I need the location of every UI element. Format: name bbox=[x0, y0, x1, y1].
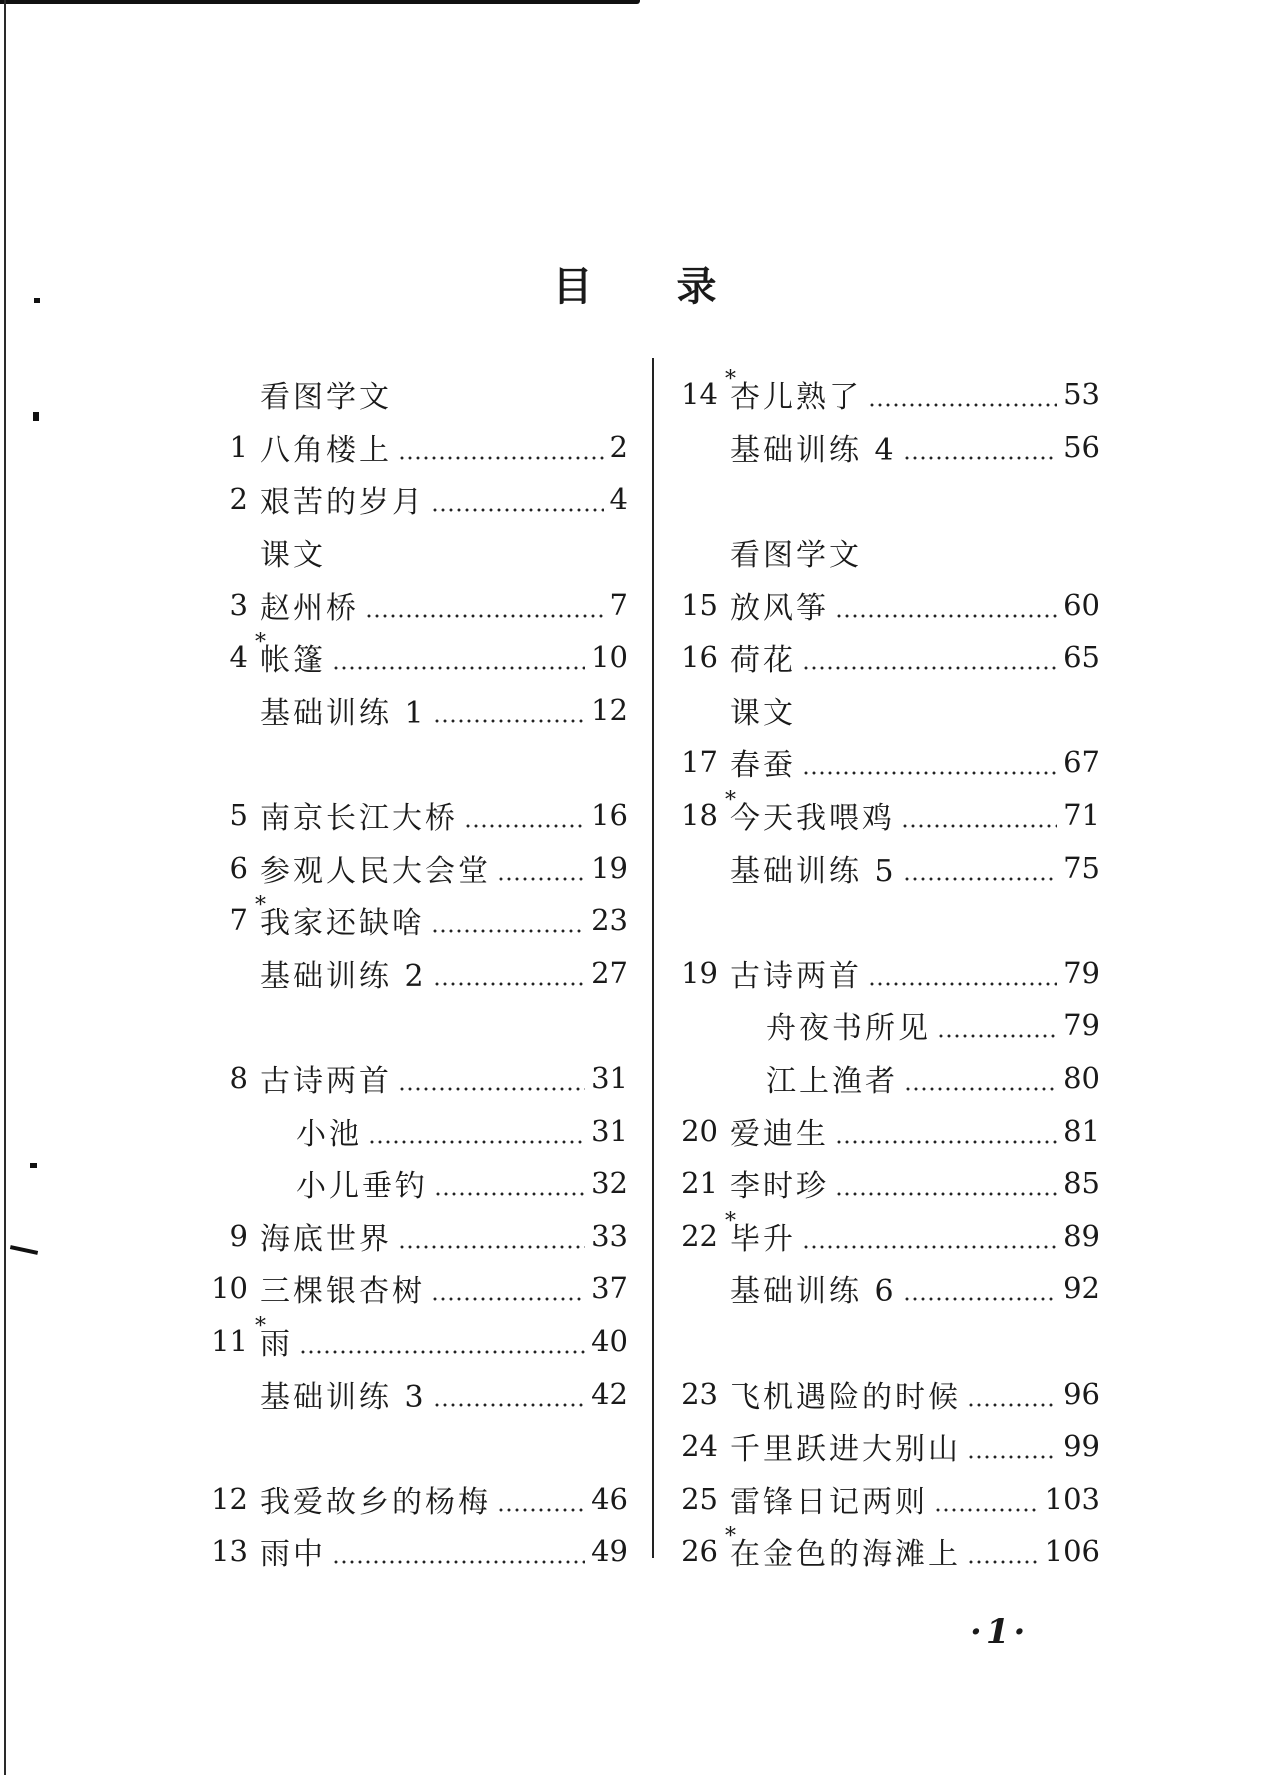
lesson-number bbox=[668, 1114, 730, 1148]
toc-entry[interactable] bbox=[668, 841, 1100, 894]
lesson-number-text: 13 bbox=[211, 1534, 248, 1569]
dot-leader bbox=[967, 1536, 1039, 1566]
entry-body bbox=[260, 1529, 628, 1573]
toc-spacer bbox=[668, 894, 1100, 947]
entry-title: 雨中 bbox=[260, 1537, 326, 1573]
entry-body bbox=[730, 951, 1100, 995]
dot-leader bbox=[835, 590, 1057, 620]
entry-title: 古诗两首 bbox=[730, 958, 862, 994]
lesson-number-text: 16 bbox=[681, 640, 718, 675]
dot-leader bbox=[398, 1221, 585, 1251]
toc-entry[interactable] bbox=[198, 789, 628, 842]
dot-leader bbox=[835, 1168, 1057, 1198]
entry-body bbox=[730, 583, 1100, 627]
dot-leader bbox=[434, 1168, 585, 1198]
entry-body bbox=[730, 425, 1100, 469]
entry-title: 我爱故乡的杨梅 bbox=[260, 1484, 491, 1520]
dot-leader bbox=[903, 432, 1057, 462]
entry-body bbox=[260, 477, 628, 521]
page-ref: 56 bbox=[1063, 429, 1100, 464]
lesson-number-text: 6 bbox=[229, 850, 248, 885]
lesson-number bbox=[668, 640, 730, 674]
lesson-number bbox=[198, 851, 260, 885]
dot-leader bbox=[868, 379, 1057, 409]
lesson-number-text: 5 bbox=[229, 798, 248, 833]
entry-body bbox=[260, 1319, 628, 1363]
dot-leader bbox=[967, 1379, 1057, 1409]
toc-entry[interactable] bbox=[198, 1367, 628, 1420]
dot-leader bbox=[497, 853, 585, 883]
toc-entry[interactable] bbox=[668, 736, 1100, 789]
entry-title: 南京长江大桥 bbox=[260, 801, 458, 837]
toc-spacer bbox=[668, 473, 1100, 526]
lesson-number-text: 8 bbox=[229, 1061, 248, 1096]
dot-leader bbox=[835, 1116, 1057, 1146]
entry-body bbox=[730, 372, 1100, 416]
toc-subentry[interactable] bbox=[198, 1104, 628, 1157]
page-ref: 89 bbox=[1063, 1218, 1100, 1253]
entry-body bbox=[730, 1266, 1100, 1310]
page-ref: 65 bbox=[1063, 640, 1100, 675]
lesson-number-text: 3 bbox=[229, 587, 248, 622]
scan-speck bbox=[33, 412, 39, 421]
dot-leader bbox=[868, 958, 1057, 988]
page-ref: 31 bbox=[591, 1061, 628, 1096]
entry-body bbox=[260, 1372, 628, 1416]
toc-entry[interactable] bbox=[198, 473, 628, 526]
entry-title: 爱迪生 bbox=[730, 1116, 829, 1152]
page-ref: 79 bbox=[1063, 1008, 1100, 1043]
optional-lesson-star: * bbox=[255, 630, 266, 656]
lesson-number bbox=[198, 893, 266, 938]
toc-spacer bbox=[198, 999, 628, 1052]
section-label: 课文 bbox=[730, 695, 796, 731]
entry-body bbox=[260, 583, 628, 627]
dot-leader bbox=[332, 642, 585, 672]
toc-entry[interactable] bbox=[668, 631, 1100, 684]
toc-entry[interactable] bbox=[198, 421, 628, 474]
entry-title: 舟夜书所见 bbox=[766, 1011, 931, 1047]
lesson-number-text: 22 bbox=[681, 1218, 718, 1253]
lesson-number-text: 25 bbox=[681, 1481, 718, 1516]
dot-leader bbox=[398, 1063, 585, 1093]
lesson-number bbox=[668, 745, 730, 779]
entry-title: 春蚕 bbox=[730, 748, 796, 784]
page-ref: 31 bbox=[591, 1113, 628, 1148]
toc-entry[interactable] bbox=[668, 1210, 1100, 1263]
section-label: 看图学文 bbox=[260, 380, 392, 416]
lesson-number-text: 20 bbox=[681, 1113, 718, 1148]
page-ref: 2 bbox=[609, 429, 628, 464]
page-ref: 106 bbox=[1044, 1534, 1100, 1569]
entry-title: 江上渔者 bbox=[766, 1064, 898, 1100]
page-ref: 75 bbox=[1063, 850, 1100, 885]
entry-body bbox=[730, 1056, 1100, 1100]
lesson-number-text: 2 bbox=[229, 482, 248, 517]
dot-leader bbox=[934, 1484, 1039, 1514]
page-ref: 37 bbox=[591, 1271, 628, 1306]
entry-title: 基础训练 6 bbox=[730, 1274, 897, 1310]
page-ref: 53 bbox=[1063, 377, 1100, 412]
entry-title: 我家还缺啥 bbox=[260, 906, 425, 942]
entry-title: 杏儿熟了 bbox=[730, 380, 862, 416]
entry-body bbox=[730, 740, 1100, 784]
page-title bbox=[0, 263, 1269, 310]
toc-section-heading bbox=[668, 526, 1100, 579]
entry-body bbox=[730, 793, 1100, 837]
optional-lesson-star: * bbox=[725, 367, 736, 393]
lesson-number bbox=[668, 1429, 730, 1463]
entry-body bbox=[260, 793, 628, 837]
page-ref: 23 bbox=[591, 903, 628, 938]
dot-leader bbox=[365, 590, 604, 620]
page-number: ·1· bbox=[970, 1612, 1030, 1652]
page-ref: 10 bbox=[591, 640, 628, 675]
lesson-number bbox=[668, 1377, 730, 1411]
toc-section-heading bbox=[668, 684, 1100, 737]
entry-title: 基础训练 3 bbox=[260, 1379, 427, 1415]
entry-title: 千里跃进大别山 bbox=[730, 1432, 961, 1468]
page-ref: 99 bbox=[1063, 1429, 1100, 1464]
dot-leader bbox=[937, 1010, 1057, 1040]
lesson-number bbox=[668, 1524, 736, 1569]
dot-leader bbox=[903, 1273, 1057, 1303]
entry-body bbox=[260, 1109, 628, 1153]
entry-body bbox=[260, 635, 628, 679]
entry-title: 参观人民大会堂 bbox=[260, 853, 491, 889]
title-char-2: 录 bbox=[676, 263, 717, 310]
section-label: 看图学文 bbox=[730, 538, 862, 574]
page-ref: 80 bbox=[1063, 1061, 1100, 1096]
optional-lesson-star: * bbox=[255, 893, 266, 919]
optional-lesson-star: * bbox=[725, 1524, 736, 1550]
page-ref: 12 bbox=[591, 692, 628, 727]
dot-leader bbox=[433, 695, 585, 725]
entry-body bbox=[730, 1424, 1100, 1468]
page-ref: 33 bbox=[591, 1218, 628, 1253]
toc-entry[interactable] bbox=[668, 947, 1100, 1000]
lesson-number bbox=[668, 956, 730, 990]
lesson-number bbox=[668, 1482, 730, 1516]
toc-entry[interactable] bbox=[198, 578, 628, 631]
dot-leader bbox=[299, 1326, 585, 1356]
lesson-number-text: 12 bbox=[211, 1481, 248, 1516]
entry-title: 雨 bbox=[260, 1326, 293, 1362]
toc-spacer bbox=[198, 1420, 628, 1473]
toc-entry[interactable] bbox=[198, 1472, 628, 1525]
entry-title: 基础训练 5 bbox=[730, 853, 897, 889]
optional-lesson-star: * bbox=[725, 1208, 736, 1234]
entry-body bbox=[730, 1214, 1100, 1258]
entry-body bbox=[260, 1161, 628, 1205]
dot-leader bbox=[903, 853, 1057, 883]
entry-title: 放风筝 bbox=[730, 590, 829, 626]
lesson-number-text: 1 bbox=[229, 429, 248, 464]
lesson-number bbox=[668, 588, 730, 622]
toc-entry[interactable] bbox=[668, 1157, 1100, 1210]
entry-title: 飞机遇险的时候 bbox=[730, 1379, 961, 1415]
entry-body bbox=[730, 1477, 1100, 1521]
dot-leader bbox=[802, 1221, 1057, 1251]
entry-title: 古诗两首 bbox=[260, 1064, 392, 1100]
entry-body bbox=[260, 951, 628, 995]
lesson-number-text: 9 bbox=[229, 1218, 248, 1253]
entry-body bbox=[260, 425, 628, 469]
toc-section-heading bbox=[198, 368, 628, 421]
toc-entry[interactable] bbox=[668, 421, 1100, 474]
lesson-number-text: 23 bbox=[681, 1376, 718, 1411]
dot-leader bbox=[904, 1063, 1057, 1093]
dot-leader bbox=[431, 1273, 585, 1303]
lesson-number bbox=[198, 1061, 260, 1095]
toc-entry[interactable] bbox=[198, 947, 628, 1000]
entry-title: 今天我喂鸡 bbox=[730, 801, 895, 837]
toc-entry[interactable] bbox=[668, 578, 1100, 631]
entry-title: 八角楼上 bbox=[260, 432, 392, 468]
toc-entry[interactable] bbox=[668, 1525, 1100, 1578]
page-ref: 60 bbox=[1063, 587, 1100, 622]
scan-edge-top bbox=[0, 0, 640, 4]
page-ref: 46 bbox=[591, 1481, 628, 1516]
toc-entry[interactable] bbox=[198, 841, 628, 894]
entry-body bbox=[730, 1161, 1100, 1205]
entry-title: 帐篷 bbox=[260, 643, 326, 679]
entry-title: 小儿垂钓 bbox=[296, 1169, 428, 1205]
page-ref: 4 bbox=[609, 482, 628, 517]
section-label: 课文 bbox=[260, 538, 326, 574]
toc-entry[interactable] bbox=[198, 1315, 628, 1368]
toc-left-column bbox=[198, 368, 628, 1578]
scan-speck bbox=[10, 1245, 38, 1255]
entry-title: 艰苦的岁月 bbox=[260, 485, 425, 521]
entry-title: 三棵银杏树 bbox=[260, 1274, 425, 1310]
page-ref: 49 bbox=[591, 1534, 628, 1569]
entry-body bbox=[260, 846, 628, 890]
lesson-number bbox=[668, 1208, 736, 1253]
lesson-number bbox=[668, 1166, 730, 1200]
entry-title: 海底世界 bbox=[260, 1221, 392, 1257]
lesson-number bbox=[668, 788, 736, 833]
page-ref: 67 bbox=[1063, 745, 1100, 780]
toc-entry[interactable] bbox=[668, 1367, 1100, 1420]
entry-title: 赵州桥 bbox=[260, 590, 359, 626]
page-ref: 79 bbox=[1063, 955, 1100, 990]
page-ref: 92 bbox=[1063, 1271, 1100, 1306]
dot-leader bbox=[802, 642, 1057, 672]
dot-leader bbox=[433, 958, 585, 988]
lesson-number bbox=[668, 367, 736, 412]
dot-leader bbox=[802, 747, 1057, 777]
entry-title: 基础训练 4 bbox=[730, 432, 897, 468]
dot-leader bbox=[464, 800, 585, 830]
lesson-number-text: 4 bbox=[229, 640, 248, 675]
dot-leader bbox=[433, 1379, 585, 1409]
toc-entry[interactable] bbox=[198, 1262, 628, 1315]
scan-speck bbox=[30, 1163, 37, 1168]
toc-entry[interactable] bbox=[668, 1104, 1100, 1157]
toc-spacer bbox=[668, 1315, 1100, 1368]
toc-entry[interactable] bbox=[198, 1052, 628, 1105]
toc-entry[interactable] bbox=[198, 1525, 628, 1578]
entry-body bbox=[730, 1372, 1100, 1416]
title-char-1: 目 bbox=[552, 263, 593, 310]
dot-leader bbox=[368, 1116, 585, 1146]
entry-body bbox=[260, 1214, 628, 1258]
toc-entry[interactable] bbox=[198, 631, 628, 684]
entry-body bbox=[730, 1003, 1100, 1047]
lesson-number bbox=[198, 1271, 260, 1305]
toc-right-column bbox=[668, 368, 1100, 1578]
lesson-number-text: 19 bbox=[681, 955, 718, 990]
page-ref: 7 bbox=[609, 587, 628, 622]
dot-leader bbox=[431, 484, 604, 514]
entry-body bbox=[730, 1109, 1100, 1153]
page-ref: 42 bbox=[591, 1376, 628, 1411]
column-divider bbox=[652, 358, 654, 1558]
lesson-number bbox=[198, 1219, 260, 1253]
toc-spacer bbox=[198, 736, 628, 789]
lesson-number-text: 10 bbox=[211, 1271, 248, 1306]
dot-leader bbox=[332, 1536, 585, 1566]
page-ref: 71 bbox=[1063, 798, 1100, 833]
lesson-number-text: 17 bbox=[681, 745, 718, 780]
dot-leader bbox=[431, 905, 585, 935]
page-ref: 81 bbox=[1063, 1113, 1100, 1148]
toc-entry[interactable] bbox=[668, 368, 1100, 421]
lesson-number-text: 21 bbox=[681, 1166, 718, 1201]
toc-entry[interactable] bbox=[198, 684, 628, 737]
entry-title: 雷锋日记两则 bbox=[730, 1484, 928, 1520]
entry-title: 基础训练 2 bbox=[260, 958, 427, 994]
page-ref: 96 bbox=[1063, 1376, 1100, 1411]
lesson-number bbox=[198, 1313, 266, 1358]
page-ref: 19 bbox=[591, 850, 628, 885]
entry-body bbox=[260, 1056, 628, 1100]
lesson-number-text: 15 bbox=[681, 587, 718, 622]
dot-leader bbox=[497, 1484, 585, 1514]
optional-lesson-star: * bbox=[725, 788, 736, 814]
page-ref: 40 bbox=[591, 1323, 628, 1358]
lesson-number-text: 7 bbox=[229, 903, 248, 938]
entry-title: 毕升 bbox=[730, 1221, 796, 1257]
toc-subentry[interactable] bbox=[668, 999, 1100, 1052]
lesson-number bbox=[198, 430, 260, 464]
toc-entry[interactable] bbox=[198, 894, 628, 947]
toc-entry[interactable] bbox=[668, 1472, 1100, 1525]
lesson-number bbox=[198, 630, 266, 675]
toc-entry[interactable] bbox=[198, 1210, 628, 1263]
entry-title: 小池 bbox=[296, 1116, 362, 1152]
entry-body bbox=[260, 1477, 628, 1521]
page-ref: 27 bbox=[591, 955, 628, 990]
entry-body bbox=[260, 898, 628, 942]
lesson-number-text: 11 bbox=[211, 1323, 248, 1358]
entry-body bbox=[730, 846, 1100, 890]
dot-leader bbox=[398, 432, 604, 462]
entry-body bbox=[730, 635, 1100, 679]
lesson-number bbox=[198, 482, 260, 516]
lesson-number-text: 18 bbox=[681, 798, 718, 833]
optional-lesson-star: * bbox=[255, 1313, 266, 1339]
entry-title: 李时珍 bbox=[730, 1169, 829, 1205]
lesson-number bbox=[198, 1482, 260, 1516]
entry-title: 荷花 bbox=[730, 643, 796, 679]
page-ref: 103 bbox=[1044, 1481, 1100, 1516]
toc-entry[interactable] bbox=[668, 789, 1100, 842]
toc-entry[interactable] bbox=[668, 1420, 1100, 1473]
entry-body bbox=[730, 1529, 1100, 1573]
toc-section-heading bbox=[198, 526, 628, 579]
page-ref: 85 bbox=[1063, 1166, 1100, 1201]
entry-title: 在金色的海滩上 bbox=[730, 1537, 961, 1573]
lesson-number-text: 24 bbox=[681, 1429, 718, 1464]
lesson-number bbox=[198, 588, 260, 622]
lesson-number-text: 26 bbox=[681, 1534, 718, 1569]
page-ref: 32 bbox=[591, 1166, 628, 1201]
dot-leader bbox=[901, 800, 1057, 830]
entry-body bbox=[260, 1266, 628, 1310]
lesson-number bbox=[198, 798, 260, 832]
entry-body bbox=[260, 688, 628, 732]
dot-leader bbox=[967, 1431, 1057, 1461]
page-ref: 16 bbox=[591, 798, 628, 833]
lesson-number bbox=[198, 1534, 260, 1568]
toc-entry[interactable] bbox=[668, 1262, 1100, 1315]
lesson-number-text: 14 bbox=[681, 377, 718, 412]
toc-subentry[interactable] bbox=[198, 1157, 628, 1210]
toc-subentry[interactable] bbox=[668, 1052, 1100, 1105]
entry-title: 基础训练 1 bbox=[260, 695, 427, 731]
